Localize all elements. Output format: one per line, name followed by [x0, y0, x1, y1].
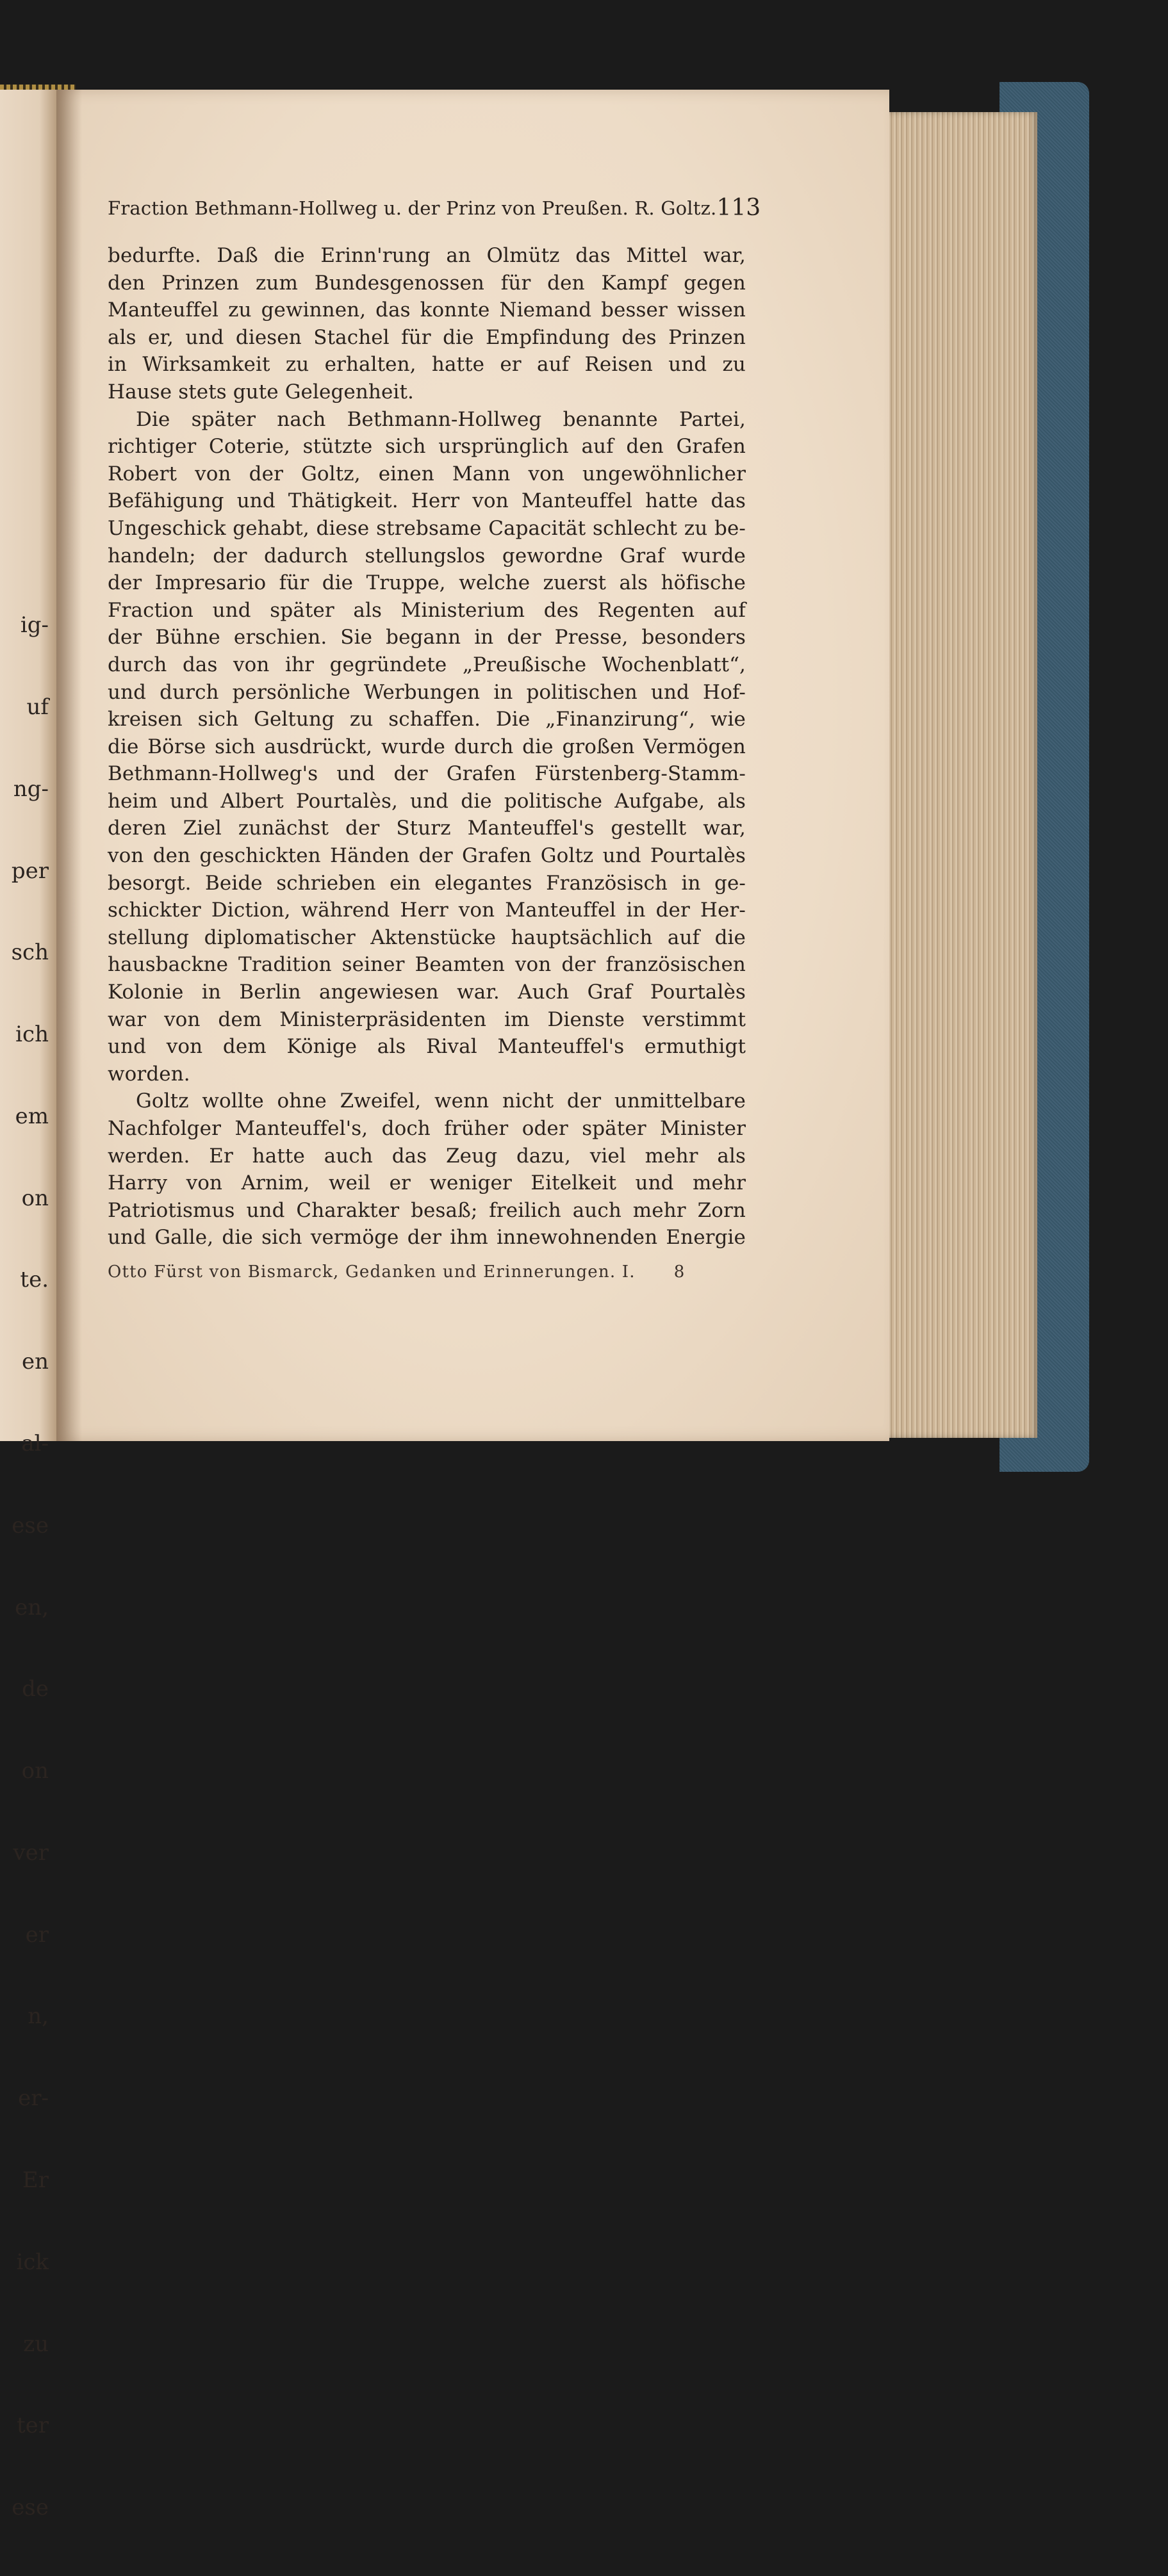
text-line: Die später nach Bethmann-Hollweg benannte Partei,: [136, 407, 746, 431]
body-text: [108, 242, 746, 1251]
left-fragment: ng-: [13, 776, 49, 802]
text-line: und Galle, die sich vermöge der ihm innewohnenden Energie: [108, 1226, 746, 1250]
left-fragment: en: [21, 1349, 49, 1375]
left-fragment: en,: [15, 1594, 49, 1620]
text-line: und durch persönliche Werbungen in politischen und Hof-: [108, 680, 746, 704]
text-line: worden.: [108, 1062, 190, 1086]
left-fragment: ich: [15, 1022, 49, 1048]
left-fragment: n,: [28, 2003, 49, 2030]
text-line: hausbackne Tradition seiner Beamten von der französischen: [108, 953, 746, 977]
running-head-title: Fraction Bethmann-Hollweg u. der Prinz von Preußen. R. Goltz.: [108, 197, 717, 219]
left-fragment: te.: [20, 1267, 49, 1293]
text-line: bedurfte. Daß die Erinn'rung an Olmütz das Mittel war,: [108, 244, 746, 267]
text-line: Patriotismus und Charakter besaß; freilich auch mehr Zorn: [108, 1198, 746, 1222]
left-fragment: er: [25, 1921, 49, 1948]
text-line: Nachfolger Manteuffel's, doch früher oder später Minister: [108, 1117, 746, 1140]
text-line: deren Ziel zunächst der Sturz Manteuffel's gestellt war,: [108, 817, 746, 840]
left-fragment: ter: [16, 2413, 49, 2439]
left-fragment: zu: [23, 2331, 49, 2357]
left-fragment: on: [21, 1185, 49, 1211]
left-fragment: on: [21, 1758, 49, 1784]
text-line: und von dem Könige als Rival Manteuffel's ermuthigt: [108, 1035, 746, 1059]
text-line: Kolonie in Berlin angewiesen war. Auch Graf Pourtalès: [108, 981, 746, 1004]
text-line: handeln; der dadurch stellungslos gewordne Graf wurde: [108, 544, 746, 567]
text-line: Hause stets gute Gelegenheit.: [108, 380, 414, 404]
text-line: schickter Diction, während Herr von Manteuffel in der Her-: [108, 899, 746, 922]
left-fragment: de: [22, 1676, 49, 1702]
text-line: Goltz wollte ohne Zweifel, wenn nicht der unmittelbare: [136, 1089, 746, 1113]
left-fragment: ese: [12, 2495, 49, 2521]
text-line: der Bühne erschien. Sie begann in der Presse, besonders: [108, 626, 746, 649]
text-line: von den geschickten Händen der Grafen Goltz und Pourtalès: [108, 844, 746, 868]
text-line: der Impresario für die Truppe, welche zuerst als höfische: [108, 571, 746, 595]
text-line: richtiger Coterie, stützte sich ursprünglich auf den Grafen: [108, 435, 746, 459]
left-fragment: sch: [11, 940, 49, 966]
text-line: in Wirksamkeit zu erhalten, hatte er auf Reisen und zu: [108, 353, 746, 377]
text-line: Manteuffel zu gewinnen, das konnte Niemand besser wissen: [108, 298, 746, 322]
left-fragment: ig-: [20, 612, 49, 639]
text-line: werden. Er hatte auch das Zeug dazu, viel mehr als: [108, 1144, 746, 1168]
running-head: [108, 192, 761, 224]
signature-mark: 8: [673, 1262, 686, 1282]
text-line: Ungeschick gehabt, diese strebsame Capacität schlecht zu be-: [108, 516, 746, 540]
text-line: Robert von der Goltz, einen Mann von ungewöhnlicher: [108, 462, 746, 485]
left-fragment: ick: [16, 2249, 49, 2275]
left-fragment: per: [11, 858, 49, 884]
left-fragment: em: [15, 1103, 49, 1129]
page-footer: [108, 1259, 746, 1285]
left-fragment: ver: [13, 1839, 49, 1866]
text-line: Befähigung und Thätigkeit. Herr von Manteuffel hatte das: [108, 489, 746, 513]
text-line: als er, und diesen Stachel für die Empfindung des Prinzen: [108, 325, 746, 349]
page-text-block: [108, 192, 761, 1285]
left-fragment: ese: [12, 1512, 49, 1538]
text-line: war von dem Ministerpräsidenten im Dienste verstimmt: [108, 1007, 746, 1031]
left-page-text: [0, 557, 51, 2576]
text-line: den Prinzen zum Bundesgenossen für den Kampf gegen: [108, 271, 746, 295]
left-fragment: al-: [21, 1431, 49, 1456]
page-block-edges: [887, 112, 1037, 1438]
gutter-shadow: [56, 90, 82, 1441]
text-line: Bethmann-Hollweg's und der Grafen Fürstenberg-Stamm-: [108, 762, 746, 786]
left-fragment: uf: [26, 694, 49, 720]
text-line: durch das von ihr gegründete „Preußische Wochenblatt“,: [108, 653, 746, 676]
page-number: 113: [716, 195, 761, 221]
text-line: kreisen sich Geltung zu schaffen. Die „Finanzirung“, wie: [108, 708, 746, 731]
text-line: Harry von Arnim, weil er weniger Eitelkeit und mehr: [108, 1171, 746, 1195]
text-line: besorgt. Beide schrieben ein elegantes Französisch in ge-: [108, 871, 746, 895]
left-fragment: Er: [22, 2167, 49, 2194]
left-fragment: er-: [18, 2085, 49, 2112]
text-line: heim und Albert Pourtalès, und die politische Aufgabe, als: [108, 789, 746, 813]
text-line: die Börse sich ausdrückt, wurde durch die großen Vermögen: [108, 735, 746, 758]
footer-imprint: Otto Fürst von Bismarck, Gedanken und Erinnerungen. I.: [108, 1262, 636, 1282]
text-line: Fraction und später als Ministerium des Regenten auf: [108, 598, 746, 622]
text-line: stellung diplomatischer Aktenstücke hauptsächlich auf die: [108, 925, 746, 949]
